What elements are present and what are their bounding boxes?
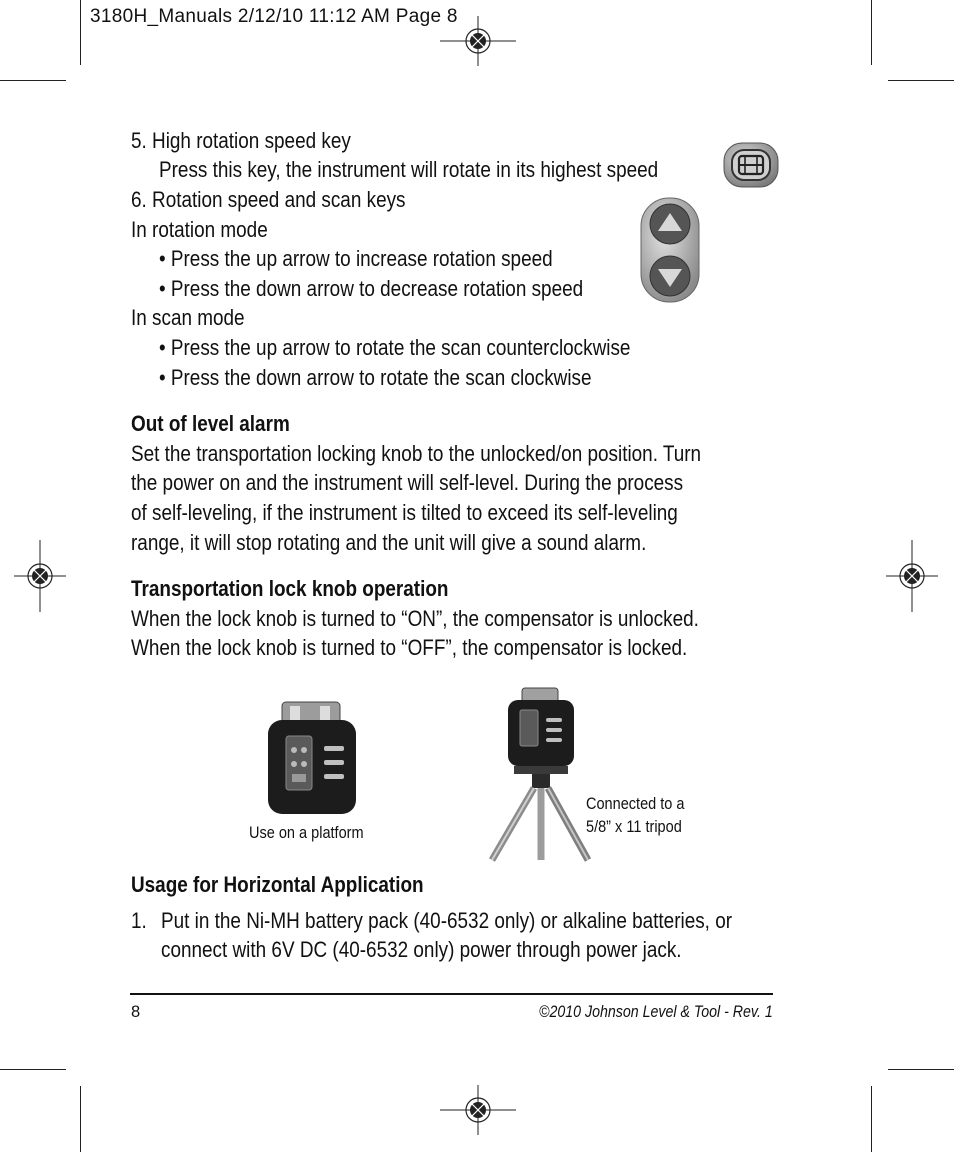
rotation-mode-label: In rotation mode <box>131 217 268 242</box>
copyright: ©2010 Johnson Level & Tool - Rev. 1 <box>539 1003 773 1021</box>
scan-mode-label: In scan mode <box>131 305 245 330</box>
registration-mark-right <box>886 540 938 612</box>
crop-mark-bottom-right-h <box>888 1069 954 1070</box>
crop-mark-top-right-v <box>871 0 872 65</box>
item5-title: 5. High rotation speed key <box>131 128 351 153</box>
alarm-text-line: of self-leveling, if the instrument is tilted to exceed its self-leveling <box>131 500 678 525</box>
high-speed-key-icon <box>722 140 780 190</box>
tripod-caption-line: 5/8” x 11 tripod <box>586 818 682 836</box>
alarm-text-line: the power on and the instrument will self-level. During the process <box>131 470 684 495</box>
print-slug: 3180H_Manuals 2/12/10 11:12 AM Page 8 <box>90 6 458 27</box>
rotation-bullet: • Press the down arrow to decrease rotation speed <box>159 276 584 301</box>
platform-caption: Use on a platform <box>249 824 364 842</box>
tripod-caption-line: Connected to a <box>586 795 685 813</box>
item5-description: Press this key, the instrument will rotate in its highest speed <box>159 157 659 182</box>
scan-bullet: • Press the up arrow to rotate the scan counterclockwise <box>159 335 631 360</box>
crop-mark-top-left-v <box>80 0 81 65</box>
item6-title: 6. Rotation speed and scan keys <box>131 187 406 212</box>
alarm-heading: Out of level alarm <box>131 411 290 436</box>
laser-level-tripod-image <box>484 686 594 862</box>
registration-mark-left <box>14 540 66 612</box>
registration-mark-top <box>440 16 516 66</box>
lock-heading: Transportation lock knob operation <box>131 576 449 601</box>
alarm-text-line: Set the transportation locking knob to the unlocked/on position. Turn <box>131 441 702 466</box>
horizontal-heading: Usage for Horizontal Application <box>131 872 424 897</box>
page-number: 8 <box>131 1003 141 1021</box>
lock-text-line: When the lock knob is turned to “OFF”, the compensator is locked. <box>131 635 688 660</box>
footer-rule <box>130 993 773 995</box>
horizontal-step-line: connect with 6V DC (40-6532 only) power through power jack. <box>161 937 682 962</box>
crop-mark-bottom-left-h <box>0 1069 66 1070</box>
alarm-text-line: range, it will stop rotating and the unit will give a sound alarm. <box>131 530 647 555</box>
crop-mark-bottom-left-v <box>80 1086 81 1152</box>
lock-text-line: When the lock knob is turned to “ON”, the compensator is unlocked. <box>131 606 699 631</box>
registration-mark-bottom <box>440 1085 516 1135</box>
horizontal-step-line: Put in the Ni-MH battery pack (40-6532 only) or alkaline batteries, or <box>161 908 733 933</box>
crop-mark-bottom-right-v <box>871 1086 872 1152</box>
laser-level-platform-image <box>262 700 362 816</box>
crop-mark-top-right-h <box>888 80 954 81</box>
crop-mark-top-left-h <box>0 80 66 81</box>
horizontal-step-number: 1. <box>131 908 147 933</box>
rotation-bullet: • Press the up arrow to increase rotation speed <box>159 246 553 271</box>
scan-bullet: • Press the down arrow to rotate the scan clockwise <box>159 365 592 390</box>
up-down-arrow-keys-icon <box>638 196 702 304</box>
